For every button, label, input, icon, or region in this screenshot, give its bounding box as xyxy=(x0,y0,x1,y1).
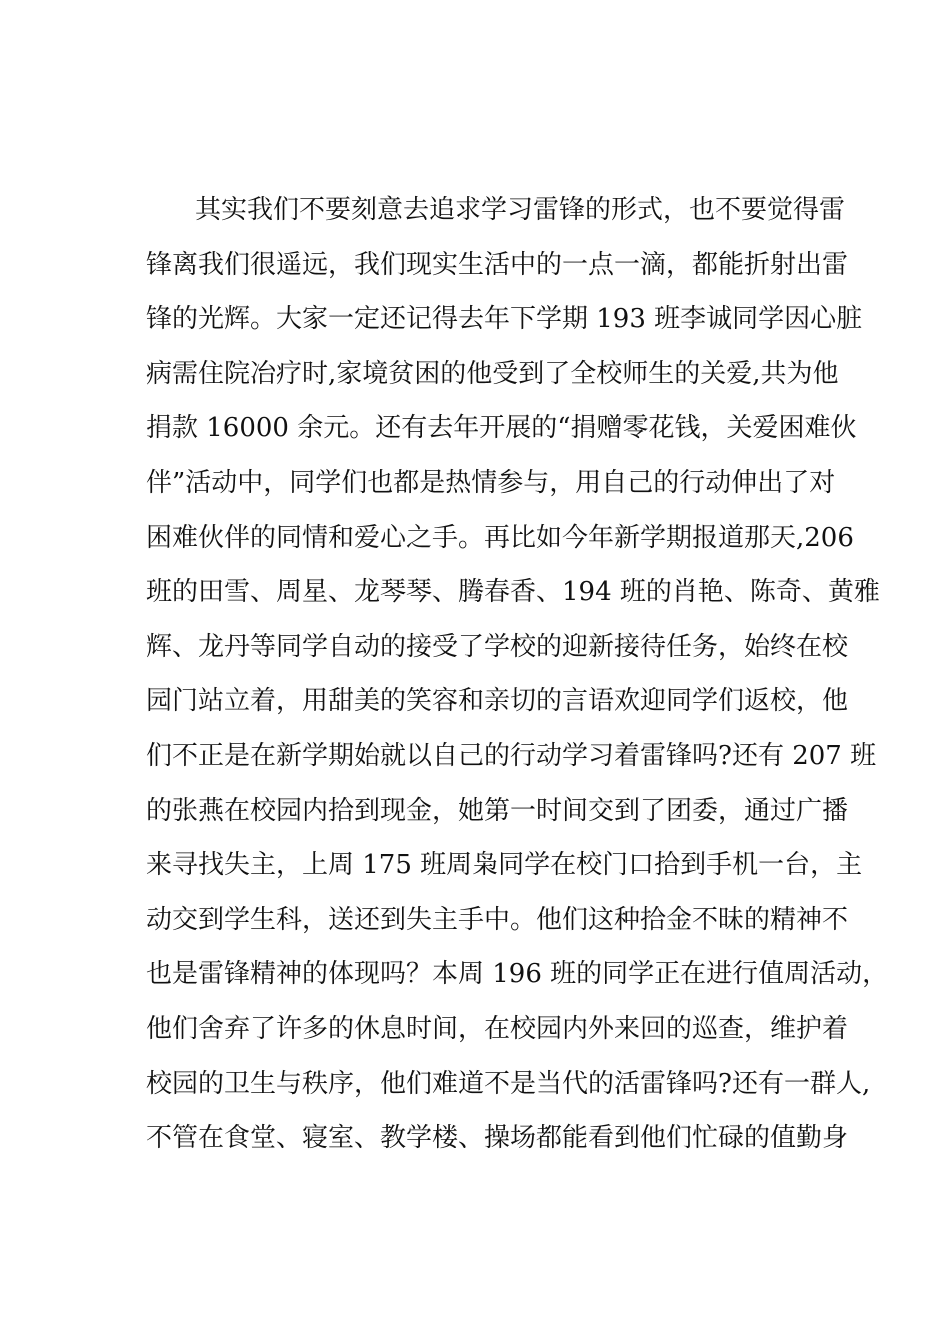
paragraph-line: 班的田雪、周星、龙琴琴、腾春香、194 班的肖艳、陈奇、黄雅 xyxy=(146,577,880,608)
paragraph-line: 锋离我们很遥远，我们现实生活中的一点一滴，都能折射出雷 xyxy=(146,249,849,280)
paragraph-line: 病需住院冶疗时,家境贫困的他受到了全校师生的关爱,共为他 xyxy=(146,358,839,389)
paragraph-line: 困难伙伴的同情和爱心之手。再比如今年新学期报道那天,206 xyxy=(146,522,854,553)
paragraph-line: 伴”活动中，同学们也都是热情参与，用自己的行动伸出了对 xyxy=(146,467,836,498)
paragraph-line: 捐款 16000 余元。还有去年开展的“捐赠零花钱，关爱困难伙 xyxy=(146,413,857,444)
paragraph-line: 动交到学生科，送还到失主手中。他们这种拾金不昧的精神不 xyxy=(146,904,849,935)
paragraph-line: 园门站立着，用甜美的笑容和亲切的言语欢迎同学们返校，他 xyxy=(146,686,849,717)
paragraph-line: 其实我们不要刻意去追求学习雷锋的形式，也不要觉得雷 xyxy=(195,195,846,225)
paragraph-line: 辉、龙丹等同学自动的接受了学校的迎新接待任务，始终在校 xyxy=(146,631,849,662)
paragraph-line: 们不正是在新学期始就以自己的行动学习着雷锋吗?还有 207 班 xyxy=(146,740,877,771)
paragraph-line: 来寻找失主，上周 175 班周枭同学在校门口拾到手机一台，主 xyxy=(146,850,863,881)
body-paragraph xyxy=(146,183,889,1166)
paragraph-line: 锋的光辉。大家一定还记得去年下学期 193 班李诚同学因心脏 xyxy=(146,304,863,335)
paragraph-line: 不管在食堂、寝室、教学楼、操场都能看到他们忙碌的值勤身 xyxy=(146,1123,849,1154)
paragraph-line: 的张燕在校园内拾到现金，她第一时间交到了团委，通过广播 xyxy=(146,795,849,826)
paragraph-line: 校园的卫生与秩序，他们难道不是当代的活雷锋吗?还有一群人, xyxy=(146,1068,871,1099)
paragraph-line: 也是雷锋精神的体现吗？本周 196 班的同学正在进行值周活动， xyxy=(146,959,889,990)
paragraph-line: 他们舍弃了许多的休息时间，在校园内外来回的巡查，维护着 xyxy=(146,1013,849,1044)
